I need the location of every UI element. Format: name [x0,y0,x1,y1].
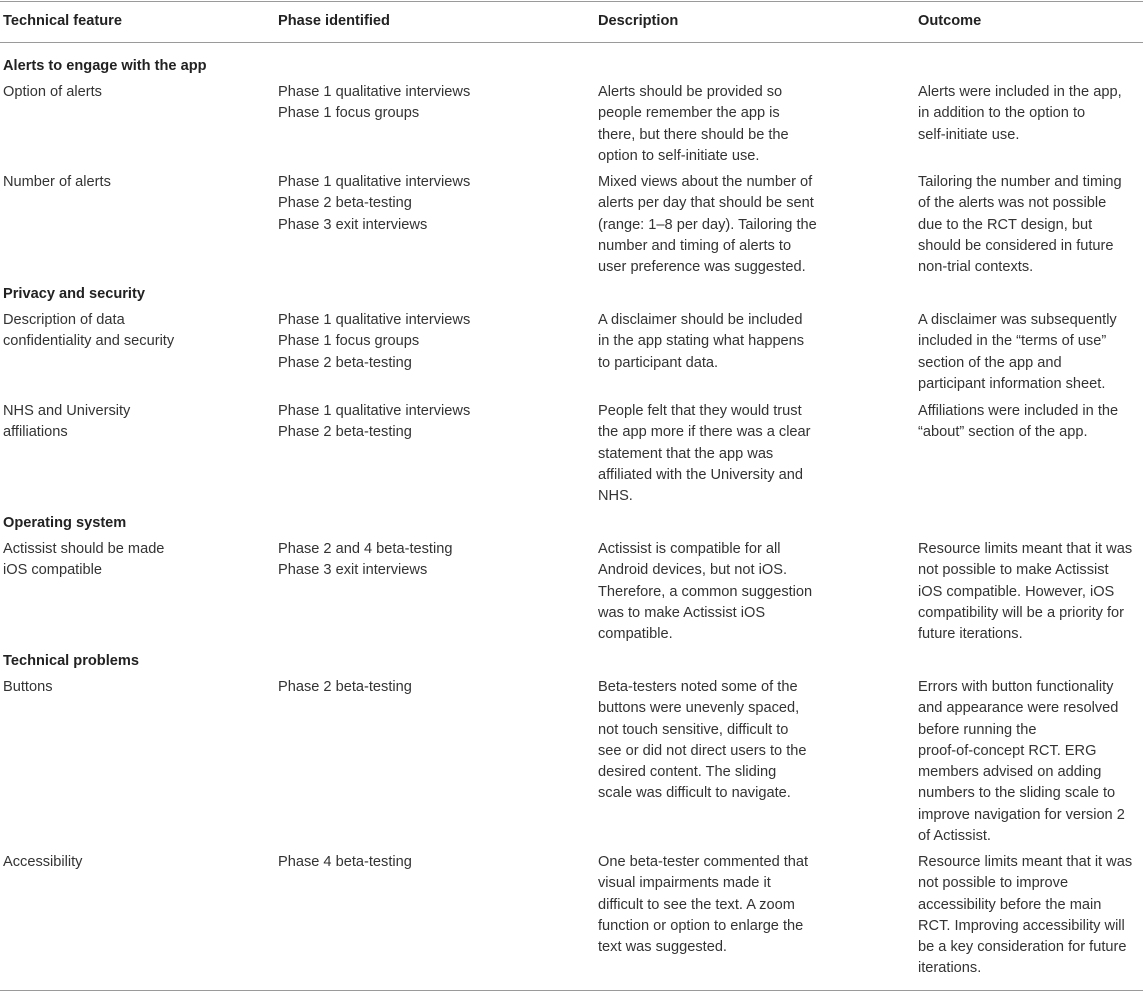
section-title-operating-system: Operating system [3,515,127,531]
row-ios-feature: Actissist should be made iOS compatible [3,541,165,579]
row-buttons-phase: Phase 2 beta-testing [278,679,412,695]
row-affiliations-feature: NHS and University affiliations [3,403,131,441]
row-accessibility-description: One beta-tester commented that visual impairments made it difficult to see the text. A zoom function or option to enlarge the text was suggested. [598,854,809,956]
row-option-of-alerts-feature: Option of alerts [3,84,102,100]
header-description: Description [598,13,679,29]
row-option-of-alerts-description: Alerts should be provided so people remember the app is there, but there should be the option to self-initiate use. [598,84,789,164]
row-affiliations-description: People felt that they would trust the app more if there was a clear statement that the app was affiliated with the University and NHS. [598,403,811,505]
header-bottom-rule [0,42,1143,43]
table-bottom-rule [0,990,1143,991]
row-ios-phase: Phase 2 and 4 beta-testing Phase 3 exit interviews [278,541,453,579]
row-affiliations-phase: Phase 1 qualitative interviews Phase 2 beta-testing [278,403,471,441]
row-data-confidentiality-outcome: A disclaimer was subsequently included in the “terms of use” section of the app and participant information sheet. [918,312,1117,392]
header-technical-feature: Technical feature [3,13,122,29]
row-accessibility-feature: Accessibility [3,854,83,870]
row-number-of-alerts-phase: Phase 1 qualitative interviews Phase 2 beta-testing Phase 3 exit interviews [278,174,471,233]
table-top-rule [0,1,1143,2]
row-data-confidentiality-feature: Description of data confidentiality and security [3,312,175,350]
section-title-privacy: Privacy and security [3,286,145,302]
row-number-of-alerts-description: Mixed views about the number of alerts per day that should be sent (range: 1–8 per day). Tailoring the number and timing of alerts to user preference was suggested. [598,174,817,276]
row-accessibility-phase: Phase 4 beta-testing [278,854,412,870]
header-phase-identified: Phase identified [278,13,390,29]
row-number-of-alerts-outcome: Tailoring the number and timing of the alerts was not possible due to the RCT design, but should be considered in future non-trial contexts. [918,174,1122,276]
row-ios-outcome: Resource limits meant that it was not possible to make Actissist iOS compatible. However, iOS compatibility will be a priority for future iterations. [918,541,1133,643]
section-title-alerts: Alerts to engage with the app [3,58,207,74]
row-number-of-alerts-feature: Number of alerts [3,174,111,190]
row-buttons-outcome: Errors with button functionality and appearance were resolved before running the proof-of-concept RCT. ERG members advised on adding numbers to the sliding scale to improve navigation for version 2 of Actissist. [918,679,1125,845]
row-data-confidentiality-phase: Phase 1 qualitative interviews Phase 1 focus groups Phase 2 beta-testing [278,312,471,371]
row-ios-description: Actissist is compatible for all Android devices, but not iOS. Therefore, a common suggestion was to make Actissist iOS compatible. [598,541,813,643]
row-option-of-alerts-outcome: Alerts were included in the app, in addition to the option to self-initiate use. [918,84,1122,143]
section-title-technical-problems: Technical problems [3,653,139,669]
row-data-confidentiality-description: A disclaimer should be included in the app stating what happens to participant data. [598,312,805,371]
row-option-of-alerts-phase: Phase 1 qualitative interviews Phase 1 focus groups [278,84,471,122]
row-accessibility-outcome: Resource limits meant that it was not possible to improve accessibility before the main RCT. Improving accessibility will be a key consideration for future iterations. [918,854,1133,977]
row-affiliations-outcome: Affiliations were included in the “about” section of the app. [918,403,1119,441]
header-outcome: Outcome [918,13,982,29]
row-buttons-description: Beta-testers noted some of the buttons were unevenly spaced, not touch sensitive, difficult to see or did not direct users to the desired content. The sliding scale was difficult to navigate. [598,679,807,802]
row-buttons-feature: Buttons [3,679,53,695]
